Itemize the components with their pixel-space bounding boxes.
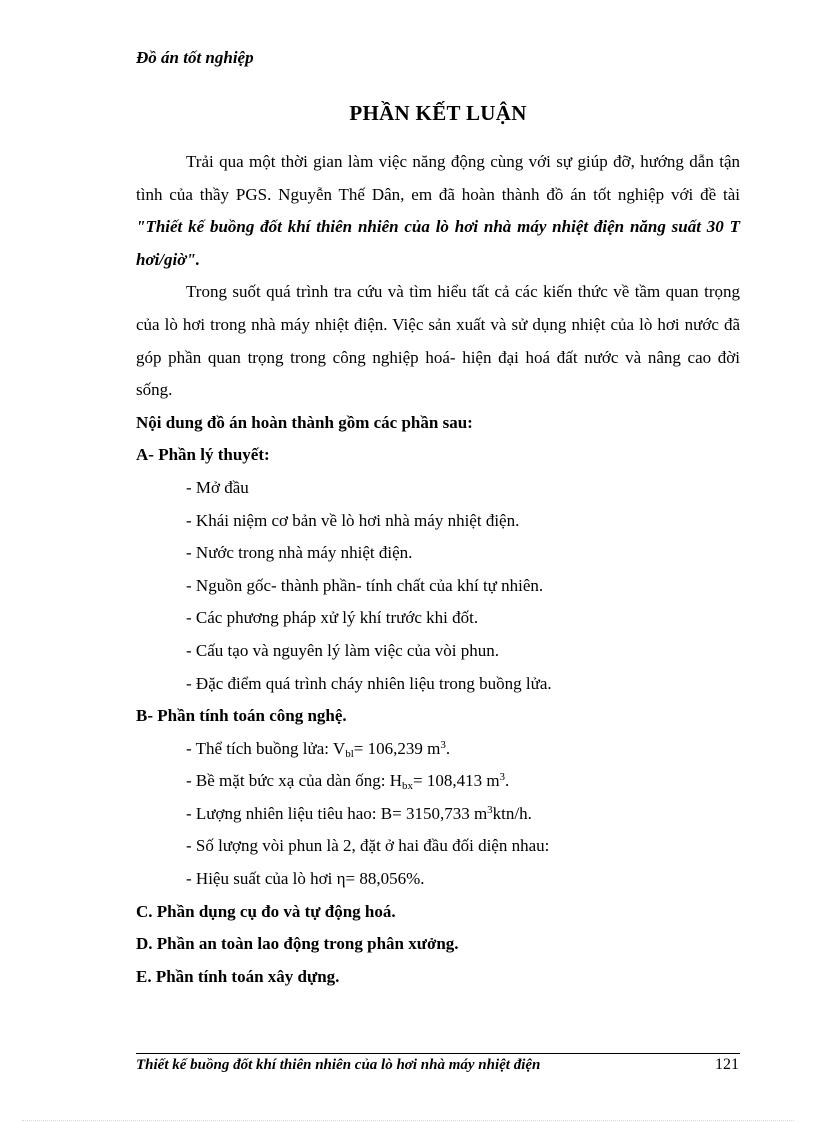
document-body [136,146,740,993]
section-b-heading: B- Phần tính toán công nghệ. [136,706,347,726]
surface-subscript: bx [401,780,413,793]
section-a-item: - Nguồn gốc- thành phần- tính chất của khí tự nhiên. [186,575,544,595]
thesis-topic: "Thiết kế buồng đốt khí thiên nhiên của lò hơi nhà máy nhiệt điện năng suất 30 T hơi/giờ". [136,217,740,269]
page-number: 121 [715,1056,739,1073]
surface-superscript: 3 [499,771,506,784]
context-paragraph: Trong suốt quá trình tra cứu và tìm hiểu tất cả các kiến thức về tầm quan trọng của lò hơi trong nhà máy nhiệt điện. Việc sản xuất và sử dụng nhiệt của lò hơi nước đã góp phần quan trọng trong công nghiệp hoá- hiện đại hoá đất nước và nâng cao đời sống. [136,282,740,400]
running-header: Đồ án tốt nghiệp [136,48,254,67]
page-bottom-border [22,1120,794,1121]
running-footer: Thiết kế buồng đốt khí thiên nhiên của lò hơi nhà máy nhiệt điện [136,1057,541,1073]
surface-label: - Bề mặt bức xạ của dàn ống: H [186,771,402,791]
fuel-unit: ktn/h. [492,803,532,823]
section-b-item-volume [136,733,740,766]
section-d-heading: D. Phần an toàn lao động trong phân xưởng. [136,934,459,954]
surface-value: = 108,413 m [412,771,500,791]
section-a-heading: A- Phần lý thuyết: [136,445,270,465]
section-b-item-surface [136,765,740,798]
volume-superscript: 3 [440,738,446,751]
section-c-heading: C. Phần dụng cụ đo và tự động hoá. [136,901,396,921]
volume-end: . [445,738,451,758]
section-a-item: - Khái niệm cơ bản về lò hơi nhà máy nhiệt điện. [186,510,520,530]
contents-heading: Nội dung đồ án hoàn thành gồm các phần sau: [136,412,473,432]
volume-label: - Thể tích buồng lửa: V [186,738,346,758]
section-b-item-fuel [136,798,740,831]
surface-end: . [505,771,510,791]
section-e-heading: E. Phần tính toán xây dựng. [136,966,340,986]
footer-divider [136,1053,740,1054]
fuel-superscript: 3 [487,803,493,816]
section-a-item: - Đặc điểm quá trình cháy nhiên liệu trong buồng lửa. [186,673,552,693]
section-b-item-efficiency: - Hiệu suất của lò hơi η= 88,056%. [186,869,425,889]
fuel-label: - Lượng nhiên liệu tiêu hao: B= 3150,733 m [186,803,488,823]
volume-value: = 106,239 m [353,738,441,758]
page-title-text: PHẦN KẾT LUẬN [349,101,527,125]
volume-subscript: bl [345,747,354,760]
intro-text: Trải qua một thời gian làm việc năng động cùng với sự giúp đỡ, hướng dẫn tận tình của thầy PGS. Nguyễn Thế Dân, em đã hoàn thành đồ án tốt nghiệp với đề tài [136,152,740,204]
section-a-item: - Cấu tạo và nguyên lý làm việc của vòi phun. [186,640,499,660]
page-title [0,101,816,126]
section-a-item: - Các phương pháp xử lý khí trước khi đốt. [186,608,479,628]
intro-paragraph [136,146,740,276]
section-a-item: - Nước trong nhà máy nhiệt điện. [186,543,413,563]
section-a-item: - Mở đầu [186,477,249,497]
section-b-item-nozzles: - Số lượng vòi phun là 2, đặt ở hai đầu đối diện nhau: [186,836,550,856]
